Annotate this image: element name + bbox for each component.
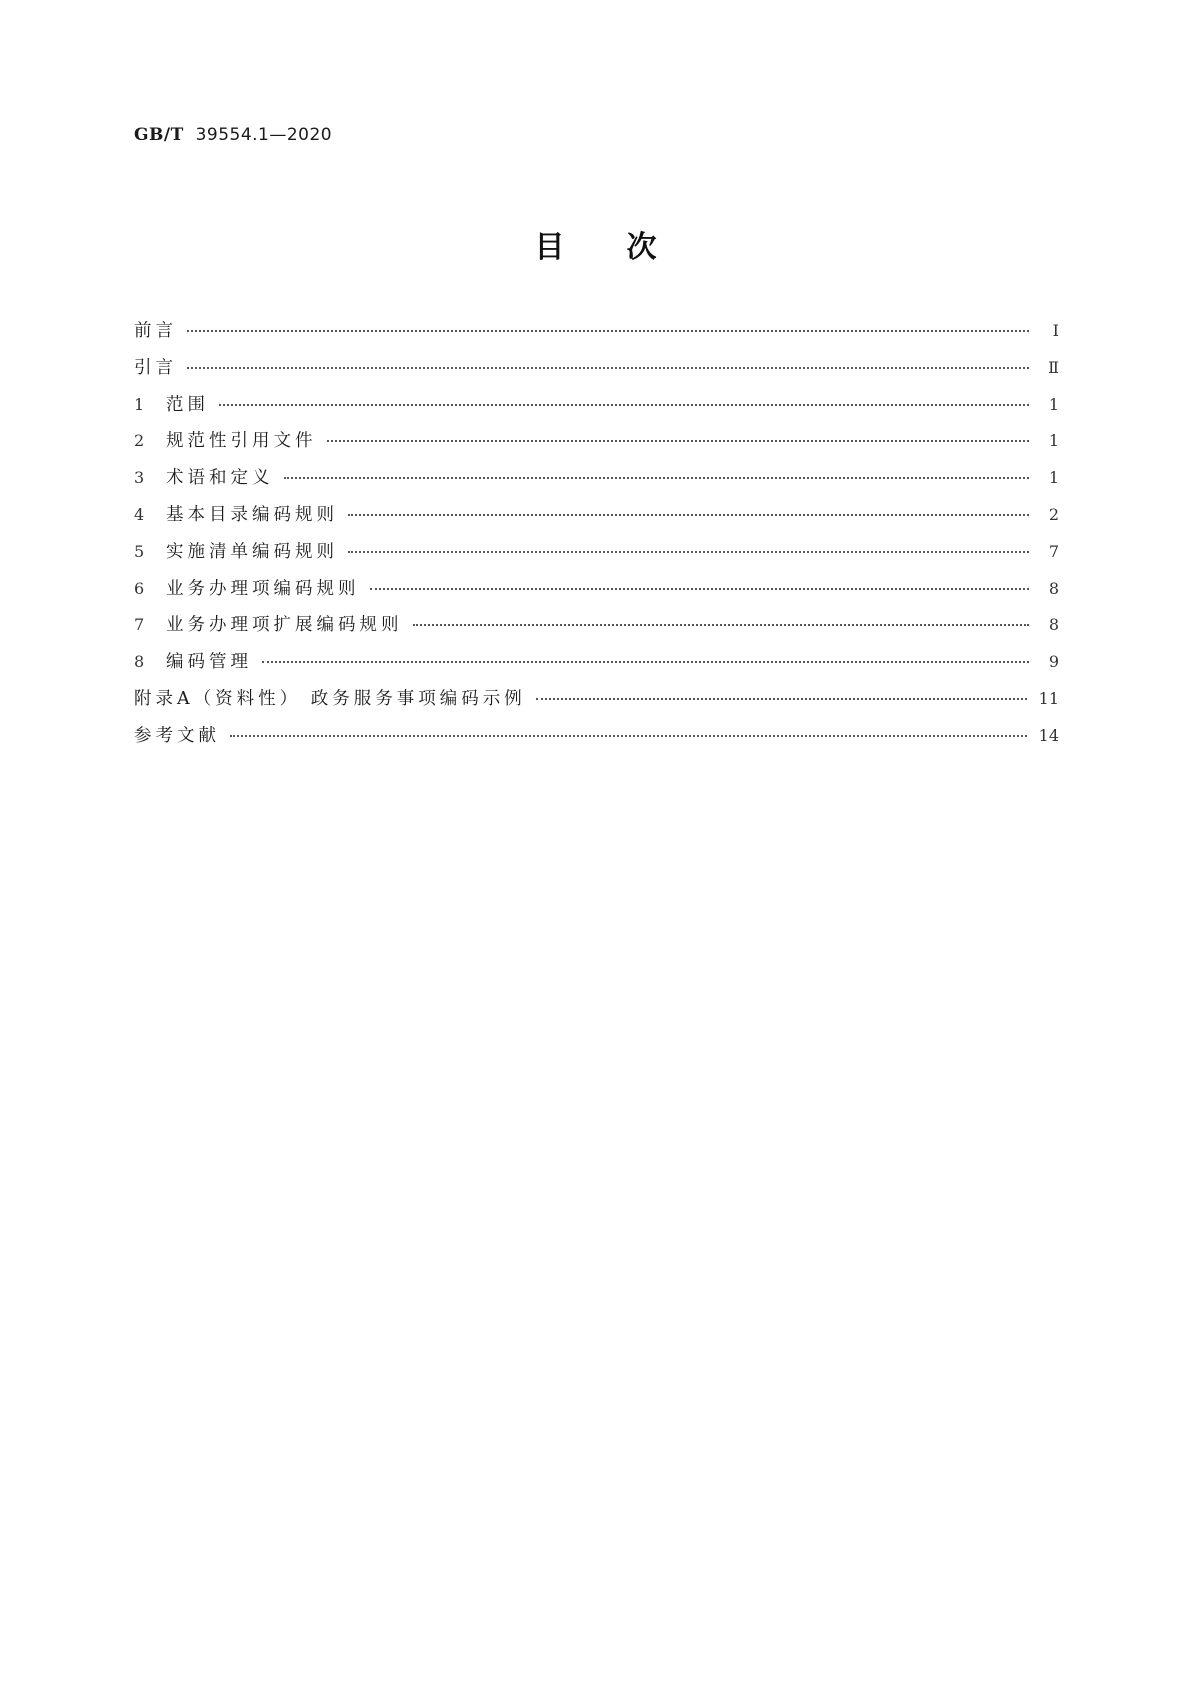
toc-entry-number: 5 xyxy=(134,541,145,561)
dot-leader xyxy=(187,367,1029,369)
dot-leader xyxy=(219,404,1029,406)
toc-entry-label: 业务办理项编码规则 xyxy=(166,578,360,599)
toc-entry-page: 7 xyxy=(1048,541,1059,561)
toc-entry-number: 3 xyxy=(134,468,145,488)
toc-entry-label: 参考文献 xyxy=(134,725,220,746)
toc-entry-business-item-rules[interactable] xyxy=(134,578,1059,618)
toc-entry-page: 9 xyxy=(1048,652,1059,672)
dot-leader xyxy=(348,551,1029,553)
toc-entry-page: 14 xyxy=(1038,725,1059,745)
table-of-contents xyxy=(134,323,1059,765)
dot-leader xyxy=(536,698,1027,700)
standard-prefix: GB/T xyxy=(134,125,184,145)
toc-entry-page: Ⅰ xyxy=(1052,321,1059,340)
dot-leader xyxy=(370,588,1030,590)
standard-code: 39554.1—2020 xyxy=(195,125,333,145)
toc-entry-page: 8 xyxy=(1048,578,1059,598)
toc-entry-page: 1 xyxy=(1048,468,1059,488)
toc-entry-label: 术语和定义 xyxy=(166,468,274,489)
toc-entry-scope[interactable] xyxy=(134,394,1059,434)
toc-entry-page: 1 xyxy=(1048,394,1059,414)
toc-entry-page: 2 xyxy=(1048,504,1059,524)
toc-entry-page: 8 xyxy=(1048,615,1059,635)
dot-leader xyxy=(284,477,1030,479)
toc-entry-label: 业务办理项扩展编码规则 xyxy=(166,615,403,636)
toc-entry-basic-catalog-rules[interactable] xyxy=(134,504,1059,544)
toc-entry-label: 基本目录编码规则 xyxy=(166,504,338,525)
toc-entry-label: 附录A（资料性） 政务服务事项编码示例 xyxy=(134,688,526,709)
dot-leader xyxy=(262,661,1029,663)
toc-entry-page: 1 xyxy=(1048,431,1059,451)
toc-title: 目次 xyxy=(534,230,719,265)
toc-entry-label: 编码管理 xyxy=(166,652,252,673)
toc-entry-number: 4 xyxy=(134,504,145,524)
toc-entry-label: 前言 xyxy=(134,321,177,341)
toc-entry-number: 1 xyxy=(134,394,145,414)
dot-leader xyxy=(413,624,1030,626)
toc-entry-number: 6 xyxy=(134,578,145,598)
toc-entry-code-management[interactable] xyxy=(134,654,1059,691)
toc-entry-page: Ⅱ xyxy=(1048,357,1059,377)
dot-leader xyxy=(230,735,1027,737)
toc-entry-page: 11 xyxy=(1038,688,1059,708)
toc-entry-label: 引言 xyxy=(134,357,177,378)
toc-entry-number: 7 xyxy=(134,615,145,635)
toc-entry-label: 规范性引用文件 xyxy=(166,431,317,452)
toc-entry-introduction[interactable] xyxy=(134,357,1059,397)
standard-number xyxy=(134,125,332,145)
toc-entry-implementation-list-rules[interactable] xyxy=(134,541,1059,581)
toc-entry-label: 实施清单编码规则 xyxy=(166,541,338,562)
toc-entry-terms-definitions[interactable] xyxy=(134,470,1059,507)
dot-leader xyxy=(187,330,1029,332)
toc-entry-label: 范围 xyxy=(166,394,209,415)
dot-leader xyxy=(327,440,1030,442)
toc-entry-number: 8 xyxy=(134,652,145,672)
toc-entry-foreword[interactable] xyxy=(134,323,1059,360)
toc-entry-annex-a[interactable] xyxy=(134,688,1059,728)
toc-entry-bibliography[interactable] xyxy=(134,725,1059,765)
toc-entry-number: 2 xyxy=(134,431,145,451)
dot-leader xyxy=(348,514,1029,516)
toc-entry-normative-references[interactable] xyxy=(134,433,1059,470)
toc-entry-business-item-extension-rules[interactable] xyxy=(134,617,1059,654)
